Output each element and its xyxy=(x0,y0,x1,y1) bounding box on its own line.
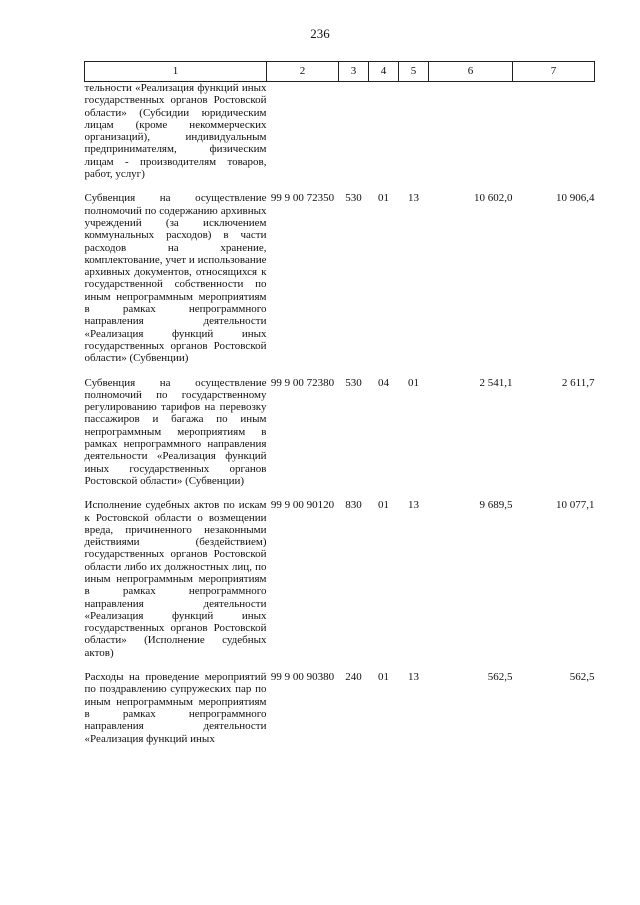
row-description: тельности «Реализация функций иных государственных органов Ростовской области» (Субсидии юридическим лицам (кроме некоммерческих организаций), индивидуальным предпринимателям, физическим лицам - производителям товаров, работ, услуг) xyxy=(84,82,267,181)
row-sum-2: 562,5 xyxy=(569,671,595,684)
column-header: 2 xyxy=(267,62,339,82)
row-sum-1 xyxy=(429,82,513,181)
row-vr: 240 xyxy=(345,671,362,684)
table-header-row xyxy=(85,62,595,82)
table-row xyxy=(85,192,595,364)
column-header: 6 xyxy=(429,62,513,82)
row-rz: 01 xyxy=(378,499,389,512)
row-sum-2: 10 906,4 xyxy=(556,192,595,205)
row-rz: 01 xyxy=(378,192,389,205)
row-code: 99 9 00 72380 xyxy=(270,376,335,389)
row-pr: 13 xyxy=(408,499,419,512)
row-vr: 530 xyxy=(345,376,362,389)
row-sum-1: 9 689,5 xyxy=(479,499,513,512)
row-code: 99 9 00 90120 xyxy=(270,499,335,512)
table-row xyxy=(85,82,595,181)
row-pr: 01 xyxy=(408,376,419,389)
row-code xyxy=(267,82,339,181)
row-description: Исполнение судебных актов по искам к Ростовской области о возмещении вреда, причиненного незаконными действиями (бездействием) государственных органов Ростовской области либо их должностных лиц, по иным непрограммным мероприятиям в рамках непрограммного направления деятельности «Реализация функций иных государственных органов Ростовской области» (Исполнение судебных актов) xyxy=(84,499,267,659)
column-header: 7 xyxy=(513,62,595,82)
row-sum-2: 10 077,1 xyxy=(556,499,595,512)
table-row xyxy=(85,377,595,488)
row-sum-2: 2 611,7 xyxy=(561,376,595,389)
budget-table xyxy=(84,61,595,745)
row-sum-1: 562,5 xyxy=(487,671,513,684)
row-sum-1: 2 541,1 xyxy=(479,376,513,389)
table-row xyxy=(85,671,595,745)
row-pr: 13 xyxy=(408,671,419,684)
row-sum-2 xyxy=(513,82,595,181)
row-rz xyxy=(369,82,399,181)
row-vr: 530 xyxy=(345,192,362,205)
page-number: 236 xyxy=(310,26,330,41)
row-rz: 01 xyxy=(378,671,389,684)
row-description: Субвенция на осуществление полномочий по государственному регулированию тарифов на перевозку пассажиров и багажа по иным непрограммным мероприятиям в рамках непрограммного направления деятельности «Реализация функций иных государственных органов Ростовской области» (Субвенции) xyxy=(84,376,267,487)
row-pr xyxy=(399,82,429,181)
column-header: 5 xyxy=(399,62,429,82)
row-code: 99 9 00 72350 xyxy=(270,192,335,205)
row-vr xyxy=(339,82,369,181)
row-vr: 830 xyxy=(345,499,362,512)
column-header: 3 xyxy=(339,62,369,82)
row-sum-1: 10 602,0 xyxy=(474,192,513,205)
row-description: Расходы на проведение мероприятий по поздравлению супружеских пар по иным непрограммным мероприятиям в рамках непрограммного направления деятельности «Реализация функций иных xyxy=(84,671,267,745)
row-pr: 13 xyxy=(408,192,419,205)
row-code: 99 9 00 90380 xyxy=(270,671,335,684)
row-description: Субвенция на осуществление полномочий по содержанию архивных учреждений (за исключением коммунальных расходов) в части расходов на хранение, комплектование, учет и использование архивных документов, относящихся к государственной собственности по иным непрограммным мероприятиям в рамках непрограммного направления деятельности «Реализация функций иных государственных органов Ростовской области» (Субвенции) xyxy=(84,192,267,365)
row-rz: 04 xyxy=(378,376,389,389)
column-header: 4 xyxy=(369,62,399,82)
column-header: 1 xyxy=(85,62,267,82)
table-row xyxy=(85,499,595,659)
